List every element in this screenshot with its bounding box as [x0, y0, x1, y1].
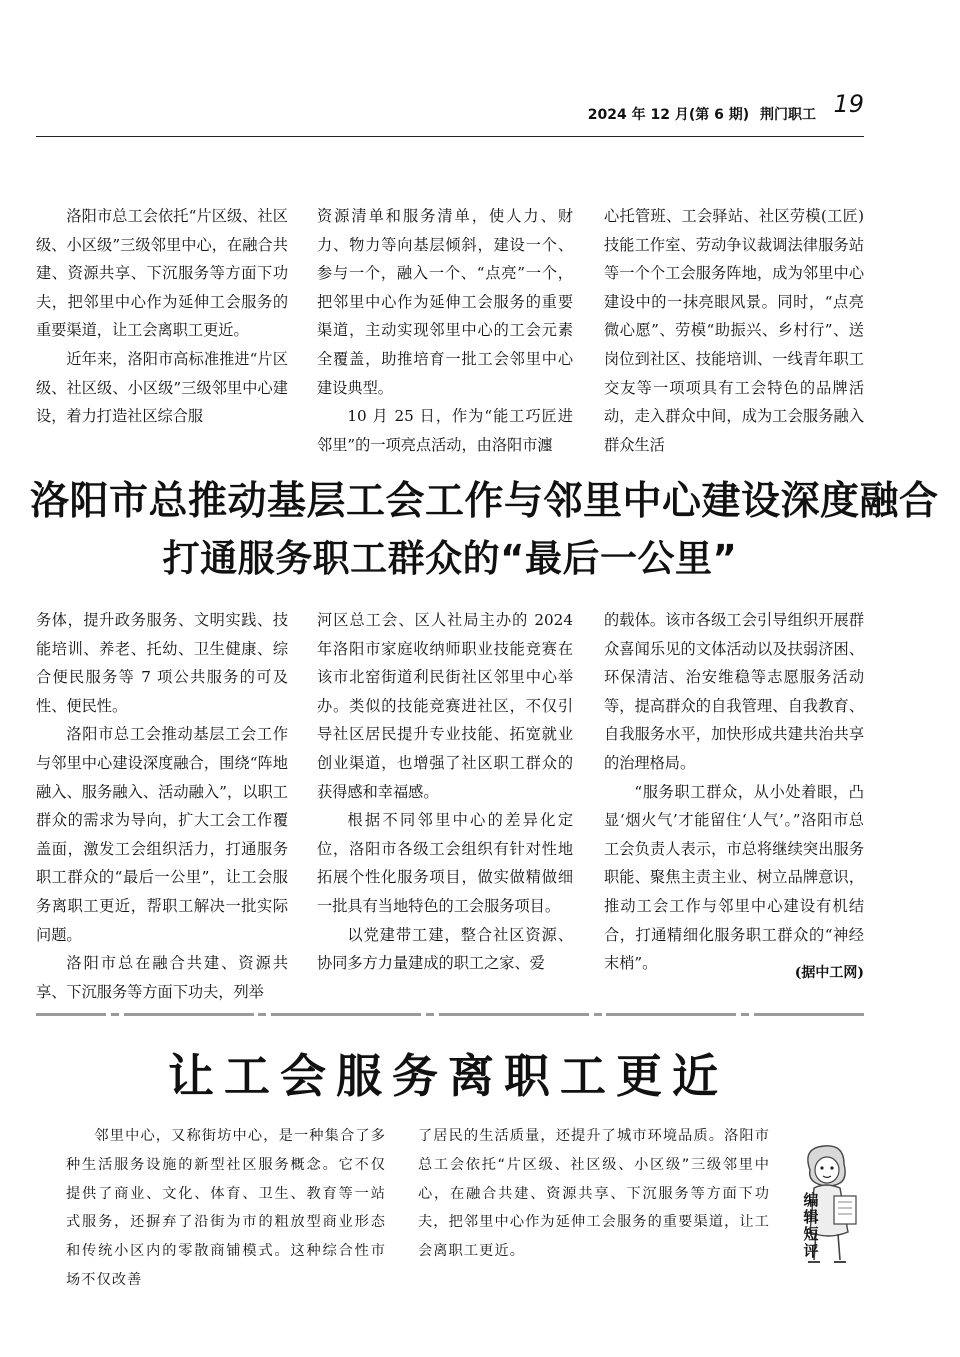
article-column-mid-2: [317, 606, 573, 986]
article-column-top-1: [36, 202, 288, 448]
paragraph: 10 月 25 日，作为“能工巧匠进邻里”的一项亮点活动，由洛阳市瀍: [317, 407, 573, 454]
article-source: (据中工网): [794, 965, 864, 981]
paragraph: “服务职工群众，从小处着眼，凸显‘烟火气’才能留住‘人气’。”洛阳市总工会负责人表示，市总将继续突出服务职能、聚焦主责主业、树立品牌意识，推动工会工作与邻里中心建设有机结合，打通精细化服务职工群众的“神经末梢”。: [604, 782, 864, 973]
paragraph: 心托管班、工会驿站、社区劳模(工匠)技能工作室、劳动争议裁调法律服务站等一个个工会服务阵地，成为邻里中心建设中的一抹亮眼风景。同时，“点亮微心愿”、劳模“助振兴、乡村行”、送岗位到社区、技能培训、一线青年职工交友等一项项具有工会特色的品牌活动，走入群众中间，成为工会服务融入群众生活: [604, 207, 864, 454]
paragraph: 近年来，洛阳市高标准推进“片区级、社区级、小区级”三级邻里中心建设，着力打造社区综合服: [36, 349, 288, 426]
paragraph: 洛阳市总在融合共建、资源共享、下沉服务等方面下功夫，列举: [36, 954, 288, 1001]
paragraph: 洛阳市总工会依托“片区级、社区级、小区级”三级邻里中心，在融合共建、资源共享、下沉服务等方面下功夫，把邻里中心作为延伸工会服务的重要渠道，让工会离职工更近。: [36, 207, 288, 340]
editorial-title: 让工会服务离职工更近: [168, 1049, 728, 1103]
article-column-top-3: [604, 202, 864, 454]
editorial-column-2: [418, 1122, 770, 1268]
article-column-top-2: [317, 202, 573, 454]
paragraph: 务体，提升政务服务、文明实践、技能培训、养老、托幼、卫生健康、综合便民服务等 7 项公共服务的可及性、便民性。: [36, 611, 288, 715]
paragraph: 了居民的生活质量，还提升了城市环境品质。洛阳市总工会依托“片区级、社区级、小区级”三级邻里中心，在融合共建、资源共享、下沉服务等方面下功夫，把邻里中心作为延伸工会服务的重要渠道，让工会离职工更近。: [418, 1128, 770, 1260]
paragraph: 的载体。该市各级工会引导组织开展群众喜闻乐见的文体活动以及扶弱济困、环保清洁、治安维稳等志愿服务活动等，提高群众的自我管理、自我教育、自我服务水平，加快形成共建共治共享的治理格局。: [604, 611, 864, 772]
article-column-mid-1: [36, 606, 288, 1001]
editorial-column-1: [66, 1122, 386, 1288]
issue-info: [582, 104, 816, 124]
section-divider: [36, 1012, 864, 1016]
paragraph: 根据不同邻里中心的差异化定位，洛阳市各级工会组织有针对性地拓展个性化服务项目，做实做精做细一批具有当地特色的工会服务项目。: [317, 811, 573, 915]
article-subheadline: 打通服务职工群众的“最后一公里”: [162, 537, 738, 580]
page-header: [36, 92, 864, 132]
paragraph: 邻里中心，又称街坊中心，是一种集合了多种生活服务设施的新型社区服务概念。它不仅提供了商业、文化、体育、卫生、教育等一站式服务，还摒弃了沿街为市的粗放型商业形态和传统小区内的零散商铺模式。这种综合性市场不仅改善: [66, 1128, 386, 1288]
publication-name: 荆门职工: [760, 107, 816, 123]
issue-date: 2024 年 12 月(第 6 期): [587, 107, 750, 123]
paragraph: 以党建带工建，整合社区资源、协同多方力量建成的职工之家、爱: [317, 925, 573, 973]
article-headline: 洛阳市总推动基层工会工作与邻里中心建设深度融合: [30, 479, 939, 524]
paragraph: 洛阳市总工会推动基层工会工作与邻里中心建设深度融合，围绕“阵地融入、服务融入、活动融入”，以职工群众的需求为导向，扩大工会工作覆盖面，激发工会组织活力，打通服务职工群众的“最后一公里”，让工会服务离职工更近，帮职工解决一批实际问题。: [36, 725, 288, 944]
page-number: 19: [833, 90, 864, 118]
editorial-badge-label: 编辑短评: [803, 1191, 819, 1260]
header-rule: [36, 136, 864, 137]
paragraph: 河区总工会、区人社局主办的 2024 年洛阳市家庭收纳师职业技能竞赛在该市北窑街道利民街社区邻里中心举办。类似的技能竞赛进社区，不仅引导社区居民提升专业技能、拓宽就业创业渠道，也增强了社区职工群众的获得感和幸福感。: [317, 611, 573, 801]
paragraph: 资源清单和服务清单，使人力、财力、物力等向基层倾斜，建设一个、参与一个，融入一个、“点亮”一个，把邻里中心作为延伸工会服务的重要渠道，主动实现邻里中心的工会元素全覆盖，助推培育一批工会邻里中心建设典型。: [317, 207, 573, 397]
